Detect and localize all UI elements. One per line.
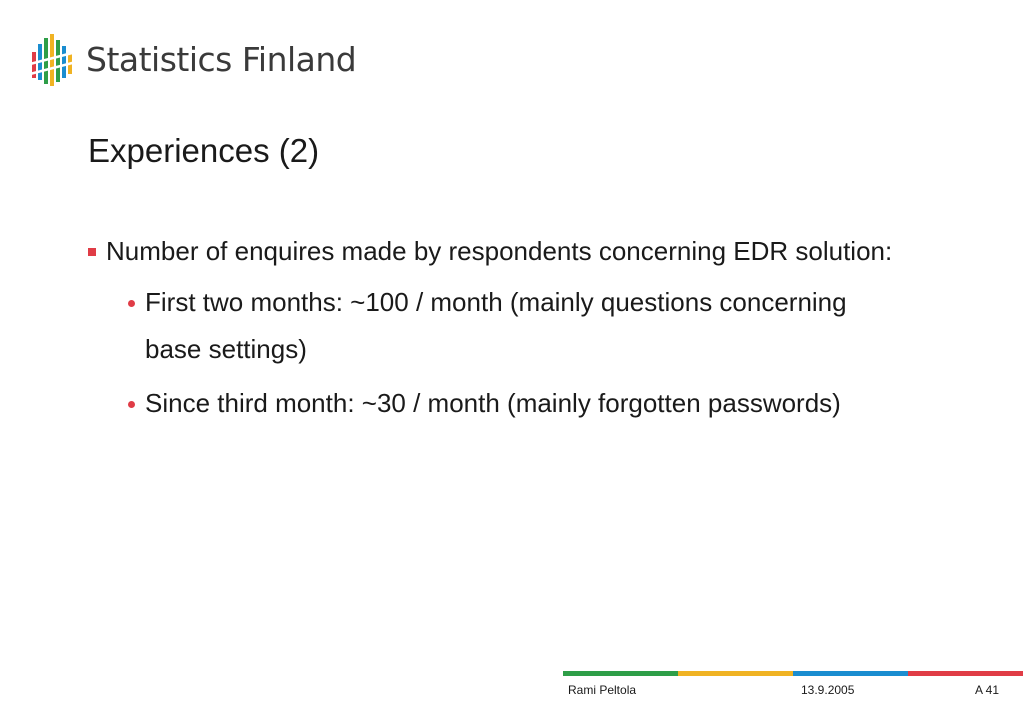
footer-bar-segment [678, 671, 793, 676]
sub-bullet-item [128, 279, 855, 373]
statistics-finland-logo [28, 30, 356, 90]
logo-text: Statistics Finland [86, 39, 357, 79]
slide-footer [563, 683, 1023, 701]
footer-page-number: A 41 [974, 683, 999, 697]
sub-bullet-text: First two months: ~100 / month (mainly questions concerning base settings) [145, 287, 847, 364]
footer-author: Rami Peltola [568, 683, 637, 697]
dot-bullet-icon [128, 300, 135, 307]
bullet-text: Number of enquires made by respondents concerning EDR solution: [106, 236, 893, 266]
footer-bar-segment [563, 671, 678, 676]
footer-bar-segment [793, 671, 908, 676]
footer-bar-segment [908, 671, 1023, 676]
statistics-finland-logo-icon [28, 30, 78, 90]
dot-bullet-icon [128, 401, 135, 408]
footer-color-bar [563, 671, 1023, 676]
slide-content [88, 228, 968, 434]
slide-title: Experiences (2) [88, 132, 320, 169]
footer-date: 13.9.2005 [801, 683, 855, 697]
sub-bullet-item [128, 380, 855, 427]
square-bullet-icon [88, 248, 96, 256]
sub-bullet-text: Since third month: ~30 / month (mainly forgotten passwords) [145, 388, 841, 418]
sub-bullet-list [88, 279, 968, 427]
bullet-item [88, 228, 968, 275]
